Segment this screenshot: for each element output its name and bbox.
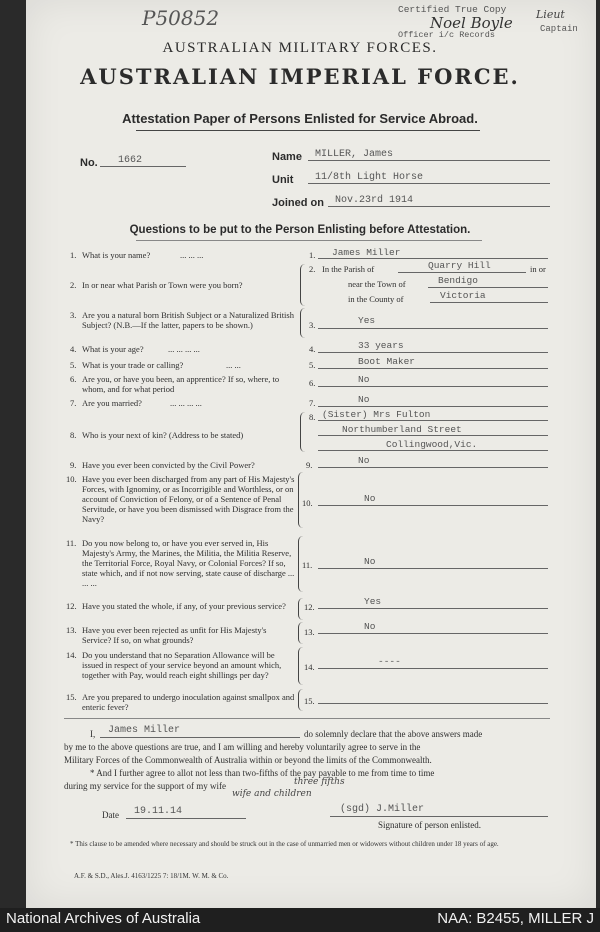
q3-answer: Yes <box>358 315 376 326</box>
q11-answer-number: 11. <box>302 560 313 570</box>
q2-text: In or near what Parish or Town were you born? <box>82 280 243 290</box>
q12-answer-number: 12. <box>304 602 315 612</box>
certified-stamp: Certified True Copy <box>398 4 507 15</box>
declaration-text-5: during my service for the support of my wife <box>64 781 226 791</box>
certified-officer: Officer i/c Records <box>398 30 495 40</box>
q12-answer: Yes <box>364 596 382 607</box>
q6-answer: No <box>358 374 370 385</box>
signature-value: (sgd) J.Miller <box>340 804 425 815</box>
q5-dots: ... ... <box>226 360 241 370</box>
declaration-name: James Miller <box>108 725 181 736</box>
footnote: * This clause to be amended where necessary and should be struck out in the case of unmarried men or widowers without children under 18 years of age. <box>70 840 499 848</box>
q5-answer-number: 5. <box>309 360 316 370</box>
q2-parish-label: In the Parish of <box>322 264 375 274</box>
q2-in-or: in or <box>530 264 546 274</box>
archive-reference: NAA: B2455, MILLER J <box>437 910 594 927</box>
declaration-i: I, <box>90 729 96 739</box>
q7-answer-number: 7. <box>309 398 316 408</box>
declaration-text-1: do solemnly declare that the above answers made <box>304 729 483 739</box>
date-value: 19.11.14 <box>134 806 183 817</box>
q12-number: 12. <box>66 601 77 611</box>
q13-answer: No <box>364 621 376 632</box>
q2-county-label: in the County of <box>348 294 404 304</box>
q14-number: 14. <box>66 650 77 660</box>
q7-answer: No <box>358 394 370 405</box>
q2-town: Bendigo <box>438 275 478 286</box>
q8-answer-line3: Collingwood,Vic. <box>386 439 478 450</box>
q3-answer-number: 3. <box>309 320 316 330</box>
no-label: No. <box>80 157 98 169</box>
q4-answer-number: 4. <box>309 344 316 354</box>
q1-answer-number: 1. <box>309 250 316 260</box>
q11-text: Do you now belong to, or have you ever served in, His Majesty's Army, the Marines, the Militia, the Militia Reserve, the Territorial Force, Royal Navy, or Colonial Forces? If so, state which, and if not now serving, state cause of discharge ... ... ... <box>82 538 295 588</box>
q9-text: Have you ever been convicted by the Civil Power? <box>82 460 255 470</box>
q6-text: Are you, or have you been, an apprentice? If so, where, to whom, and for what period <box>82 374 280 394</box>
joined-label: Joined on <box>272 197 324 209</box>
joined-value: Nov.23rd 1914 <box>335 195 414 206</box>
q3-number: 3. <box>70 310 77 320</box>
q8-answer: (Sister) Mrs Fulton <box>322 409 431 420</box>
q12-text: Have you stated the whole, if any, of your previous service? <box>82 601 286 611</box>
q10-number: 10. <box>66 474 77 484</box>
q7-dots: ... ... ... ... <box>170 398 202 408</box>
q4-number: 4. <box>70 344 77 354</box>
header-line-1: AUSTRALIAN MILITARY FORCES. <box>162 40 438 56</box>
declaration-text-3: Military Forces of the Commonwealth of Australia within or beyond the limits of the Commonwealth. <box>64 755 432 765</box>
q8-answer-line2: Northumberland Street <box>342 424 462 435</box>
q8-text: Who is your next of kin? (Address to be stated) <box>82 430 244 440</box>
q2-parish: Quarry Hill <box>428 260 491 271</box>
q5-number: 5. <box>70 360 77 370</box>
q10-answer: No <box>364 493 376 504</box>
q1-answer: James Miller <box>332 247 401 258</box>
q1-text: What is your name? <box>82 250 151 260</box>
q15-answer-number: 15. <box>304 696 315 706</box>
q4-answer: 33 years <box>358 340 404 351</box>
header-line-3: Attestation Paper of Persons Enlisted for Service Abroad. <box>122 111 478 126</box>
signature-label: Signature of person enlisted. <box>378 820 481 830</box>
q9-answer: No <box>358 455 370 466</box>
q4-dots: ... ... ... ... <box>168 344 200 354</box>
q6-number: 6. <box>70 374 77 384</box>
q3-text: Are you a natural born British Subject or a Naturalized British Subject? (N.B.—If the latter, papers to be shown.) <box>82 310 294 330</box>
q13-answer-number: 13. <box>304 627 315 637</box>
q2-number: 2. <box>70 280 77 290</box>
certified-rank-printed: Captain <box>540 24 578 34</box>
q11-number: 11. <box>66 538 77 548</box>
q4-text: What is your age? <box>82 344 144 354</box>
q11-answer: No <box>364 556 376 567</box>
name-value: MILLER, James <box>315 149 394 160</box>
q7-number: 7. <box>70 398 77 408</box>
declaration-fill-wife-children: wife and children <box>232 789 312 799</box>
q14-text: Do you understand that no Separation Allowance will be issued in respect of your service beyond an amount which, together with Pay, would reach eight shillings per day? <box>82 650 282 680</box>
q13-text: Have you ever been rejected as unfit for His Majesty's Service? If so, on what grounds? <box>82 625 267 645</box>
q8-answer-number: 8. <box>309 412 316 422</box>
q7-text: Are you married? <box>82 398 142 408</box>
q9-number: 9. <box>70 460 77 470</box>
q13-number: 13. <box>66 625 77 635</box>
handwritten-number: P50852 <box>142 6 220 30</box>
declaration-text-4: * And I further agree to allot not less than two-fifths of the pay payable to me from time to time <box>90 768 435 778</box>
no-value: 1662 <box>118 155 143 166</box>
unit-value: 11/8th Light Horse <box>315 172 424 183</box>
q10-text: Have you ever been discharged from any part of His Majesty's Forces, with Ignominy, or as Incorrigible and Worthless, or on account of Conviction of Felony, or of a Sentence of Penal Servitude, or have you been dismissed with Disgrace from the Navy? <box>82 474 295 524</box>
q1-dots: ... ... ... <box>180 250 204 260</box>
questions-heading: Questions to be put to the Person Enlisting before Attestation. <box>129 224 471 236</box>
printer-imprint: A.F. & S.D., Ales.J. 4163/1225 7: 18/1M. W. M. & Co. <box>74 872 229 880</box>
q15-text: Are you prepared to undergo inoculation against smallpox and enteric fever? <box>82 692 295 712</box>
header-line-2: AUSTRALIAN IMPERIAL FORCE. <box>80 64 520 89</box>
declaration-fill-three-fifths: three fifths <box>294 777 345 787</box>
name-label: Name <box>272 151 302 163</box>
q9-answer-number: 9. <box>306 460 313 470</box>
q15-number: 15. <box>66 692 77 702</box>
declaration-text-2: by me to the above questions are true, and I am willing and hereby voluntarily agree to serve in the <box>64 742 421 752</box>
archive-name: National Archives of Australia <box>6 910 201 927</box>
q2-answer-number: 2. <box>309 264 316 274</box>
certified-signature: Noel Boyle <box>430 14 513 32</box>
q8-number: 8. <box>70 430 77 440</box>
unit-label: Unit <box>272 174 294 186</box>
q10-answer-number: 10. <box>302 498 313 508</box>
certified-rank: Lieut <box>536 8 565 21</box>
q6-answer-number: 6. <box>309 378 316 388</box>
q14-answer-number: 14. <box>304 662 315 672</box>
date-label: Date <box>102 810 119 820</box>
q14-answer: ---- <box>378 656 401 667</box>
q5-answer: Boot Maker <box>358 356 416 367</box>
q2-town-label: near the Town of <box>348 279 406 289</box>
q5-text: What is your trade or calling? <box>82 360 184 370</box>
q1-number: 1. <box>70 250 77 260</box>
q2-county: Victoria <box>440 290 486 301</box>
